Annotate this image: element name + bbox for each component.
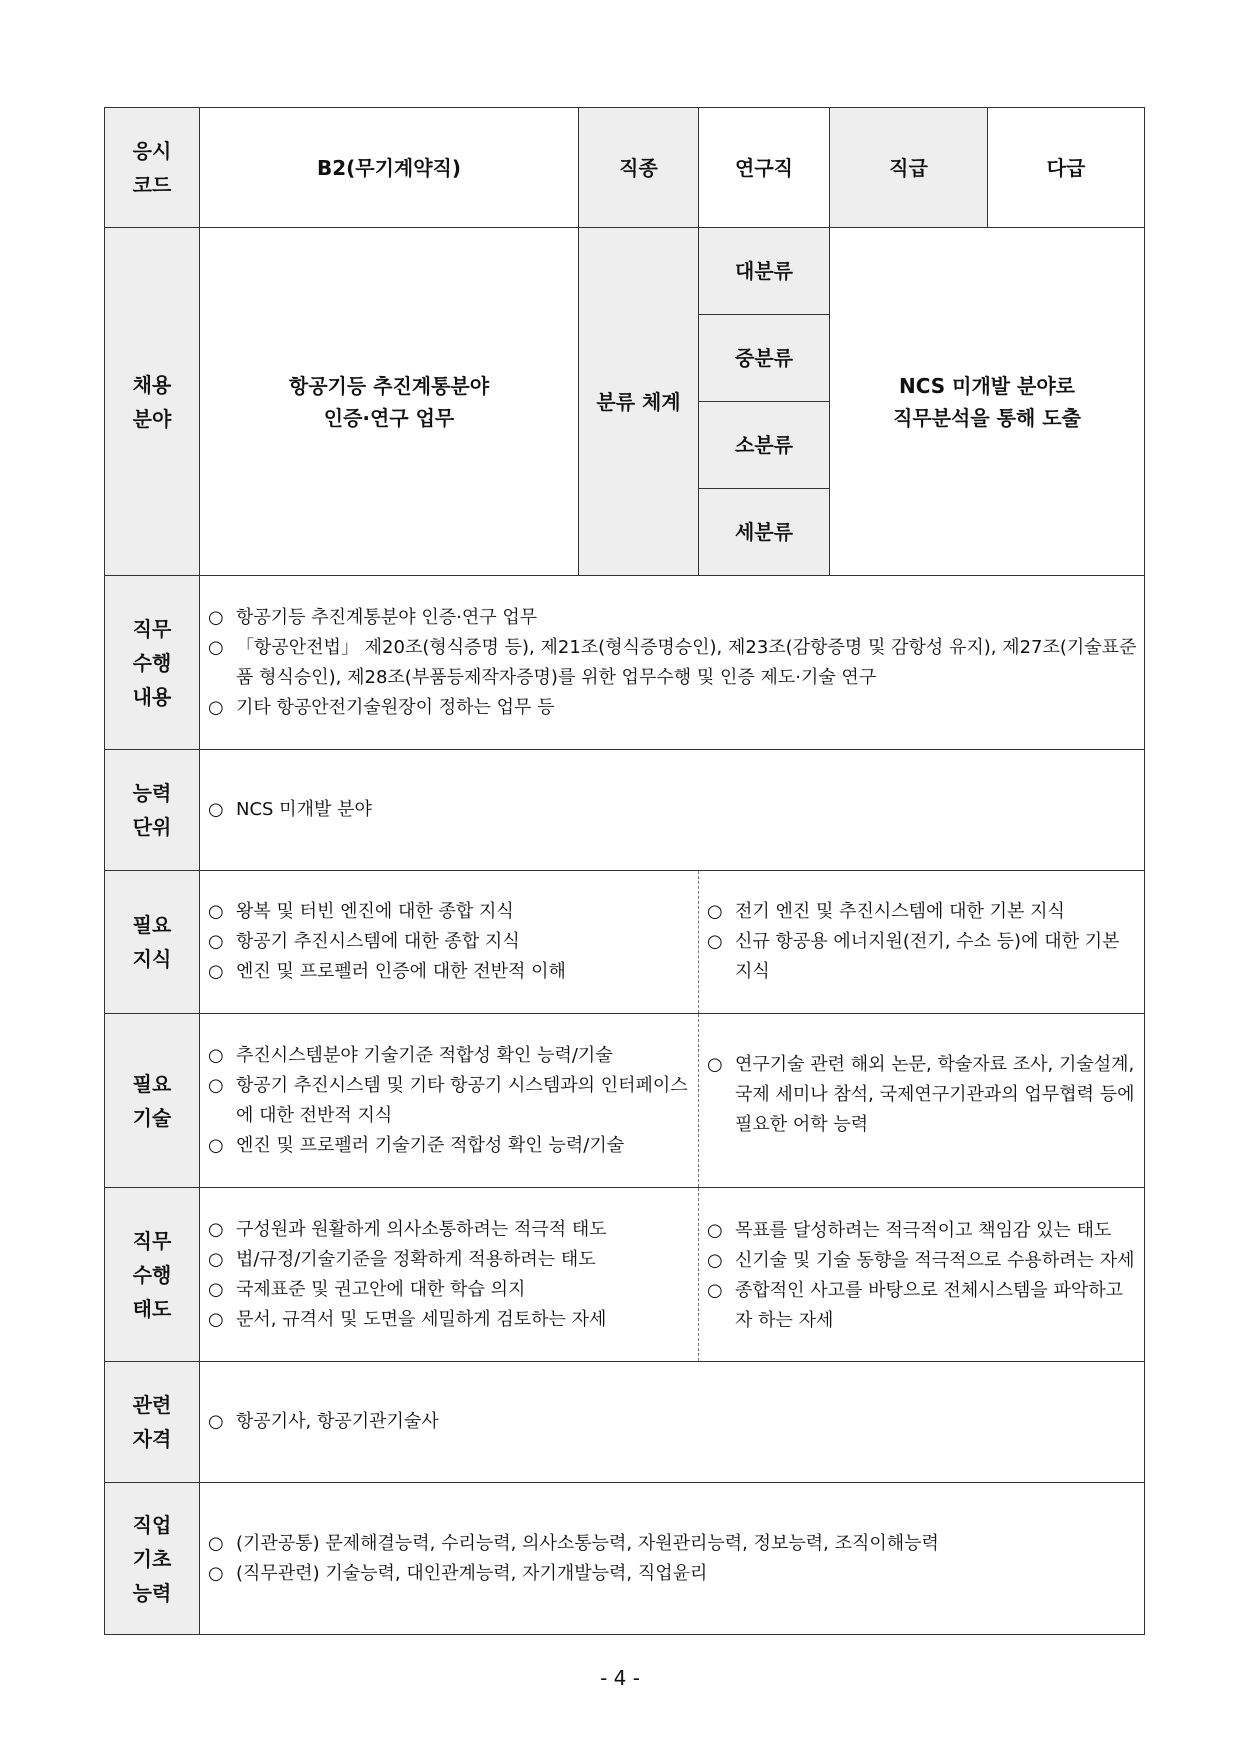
header-row	[105, 108, 1145, 228]
basic-row	[105, 1483, 1145, 1635]
classification-categories	[699, 228, 830, 576]
bullet-icon: ○	[707, 1250, 723, 1271]
duty-item: ○ 항공기등 추진계통분야 인증·연구 업무	[208, 603, 1138, 633]
bullet-icon: ○	[208, 1044, 224, 1066]
bullet-icon: ○	[707, 1280, 723, 1301]
bullet-icon: ○	[208, 1218, 224, 1240]
skill-item: ○ 추진시스템분야 기술기준 적합성 확인 능력/기술	[208, 1041, 692, 1071]
grade-value: 다급	[988, 108, 1145, 228]
category-major: 대분류	[699, 228, 829, 315]
duties-row	[105, 576, 1145, 750]
knowledge-item: ○ 엔진 및 프로펠러 인증에 대한 전반적 이해	[208, 957, 692, 987]
jobtype-value: 연구직	[699, 108, 830, 228]
knowledge-label: 필요 지식	[105, 871, 200, 1014]
attitude-row	[105, 1188, 1145, 1362]
bullet-icon: ○	[208, 1562, 224, 1584]
bullet-icon: ○	[208, 901, 224, 922]
recruit-row	[105, 228, 1145, 576]
bullet-icon: ○	[707, 1220, 723, 1241]
ability-unit-item: ○ NCS 미개발 분야	[208, 795, 1138, 825]
bullet-icon: ○	[208, 1278, 224, 1300]
category-middle: 중분류	[699, 315, 829, 402]
ability-unit-row	[105, 750, 1145, 871]
skill-item: ○ 엔진 및 프로펠러 기술기준 적합성 확인 능력/기술	[208, 1131, 692, 1161]
duties-content	[200, 576, 1145, 750]
attitude-item: ○ 종합적인 사고를 바탕으로 전체시스템을 파악하고자 하는 자세	[707, 1276, 1138, 1336]
bullet-icon: ○	[208, 799, 224, 820]
grade-label: 직급	[830, 108, 988, 228]
skill-item: ○ 연구기술 관련 해외 논문, 학술자료 조사, 기술설계, 국제 세미나 참석, 국제연구기관과의 업무협력 등에 필요한 어학 능력	[707, 1050, 1138, 1140]
attitude-item: ○ 국제표준 및 권고안에 대한 학습 의지	[208, 1275, 692, 1305]
skills-label: 필요 기술	[105, 1014, 200, 1188]
code-value: B2(무기계약직)	[200, 108, 579, 228]
ncs-note: NCS 미개발 분야로 직무분석을 통해 도출	[830, 228, 1145, 576]
attitude-item: ○ 문서, 규격서 및 도면을 세밀하게 검토하는 자세	[208, 1305, 692, 1335]
certs-label: 관련 자격	[105, 1362, 200, 1483]
bullet-icon: ○	[707, 1054, 723, 1075]
page-number: - 4 -	[600, 1666, 640, 1690]
category-minor: 소분류	[699, 402, 829, 489]
skills-left	[200, 1014, 699, 1188]
jobtype-label: 직종	[579, 108, 699, 228]
bullet-icon: ○	[208, 696, 224, 718]
bullet-icon: ○	[707, 901, 723, 922]
knowledge-item: ○ 신규 항공용 에너지원(전기, 수소 등)에 대한 기본 지식	[707, 927, 1138, 987]
bullet-icon: ○	[208, 1532, 224, 1554]
duties-label: 직무 수행 내용	[105, 576, 200, 750]
attitude-left	[200, 1188, 699, 1362]
ability-unit-label: 능력 단위	[105, 750, 200, 871]
certs-content	[200, 1362, 1145, 1483]
bullet-icon: ○	[208, 1074, 224, 1096]
bullet-icon: ○	[707, 931, 723, 952]
code-label: 응시 코드	[105, 108, 200, 228]
skills-row	[105, 1014, 1145, 1188]
category-detail: 세분류	[699, 489, 829, 576]
basic-item: ○ (직무관련) 기술능력, 대인관계능력, 자기개발능력, 직업윤리	[208, 1559, 1138, 1589]
recruit-field: 항공기등 추진계통분야 인증·연구 업무	[200, 228, 579, 576]
attitude-label: 직무 수행 태도	[105, 1188, 200, 1362]
duty-item: ○ 기타 항공안전기술원장이 정하는 업무 등	[208, 693, 1138, 723]
knowledge-item: ○ 왕복 및 터빈 엔진에 대한 종합 지식	[208, 897, 692, 927]
ability-unit-content	[200, 750, 1145, 871]
skill-item: ○ 항공기 추진시스템 및 기타 항공기 시스템과의 인터페이스에 대한 전반적 지식	[208, 1071, 692, 1131]
knowledge-right	[699, 871, 1145, 1014]
bullet-icon: ○	[208, 1411, 224, 1432]
skills-right	[699, 1014, 1145, 1188]
attitude-item: ○ 신기술 및 기술 동향을 적극적으로 수용하려는 자세	[707, 1246, 1138, 1276]
knowledge-left	[200, 871, 699, 1014]
bullet-icon: ○	[208, 636, 224, 658]
bullet-icon: ○	[208, 606, 224, 628]
bullet-icon: ○	[208, 1248, 224, 1270]
bullet-icon: ○	[208, 1134, 224, 1156]
basic-label: 직업 기초 능력	[105, 1483, 200, 1635]
recruit-label: 채용 분야	[105, 228, 200, 576]
knowledge-item: ○ 항공기 추진시스템에 대한 종합 지식	[208, 927, 692, 957]
attitude-item: ○ 목표를 달성하려는 적극적이고 책임감 있는 태도	[707, 1216, 1138, 1246]
knowledge-item: ○ 전기 엔진 및 추진시스템에 대한 기본 지식	[707, 897, 1138, 927]
duty-item: ○ 「항공안전법」 제20조(형식증명 등), 제21조(형식증명승인), 제23조(감항증명 및 감항성 유지), 제27조(기술표준품 형식승인), 제28조(부품등제작자증명)를 위한 업무수행 및 인증 제도·기술 연구	[208, 633, 1138, 693]
bullet-icon: ○	[208, 1308, 224, 1330]
attitude-item: ○ 구성원과 원활하게 의사소통하려는 적극적 태도	[208, 1215, 692, 1245]
attitude-item: ○ 법/규정/기술기준을 정확하게 적용하려는 태도	[208, 1245, 692, 1275]
bullet-icon: ○	[208, 961, 224, 982]
basic-content	[200, 1483, 1145, 1635]
bullet-icon: ○	[208, 931, 224, 952]
certs-row	[105, 1362, 1145, 1483]
basic-item: ○ (기관공통) 문제해결능력, 수리능력, 의사소통능력, 자원관리능력, 정보능력, 조직이해능력	[208, 1529, 1138, 1559]
job-description-table	[104, 107, 1145, 1635]
category-list	[699, 228, 829, 575]
classification-label: 분류 체계	[579, 228, 699, 576]
knowledge-row	[105, 871, 1145, 1014]
attitude-right	[699, 1188, 1145, 1362]
cert-item: ○ 항공기사, 항공기관기술사	[208, 1407, 1138, 1437]
